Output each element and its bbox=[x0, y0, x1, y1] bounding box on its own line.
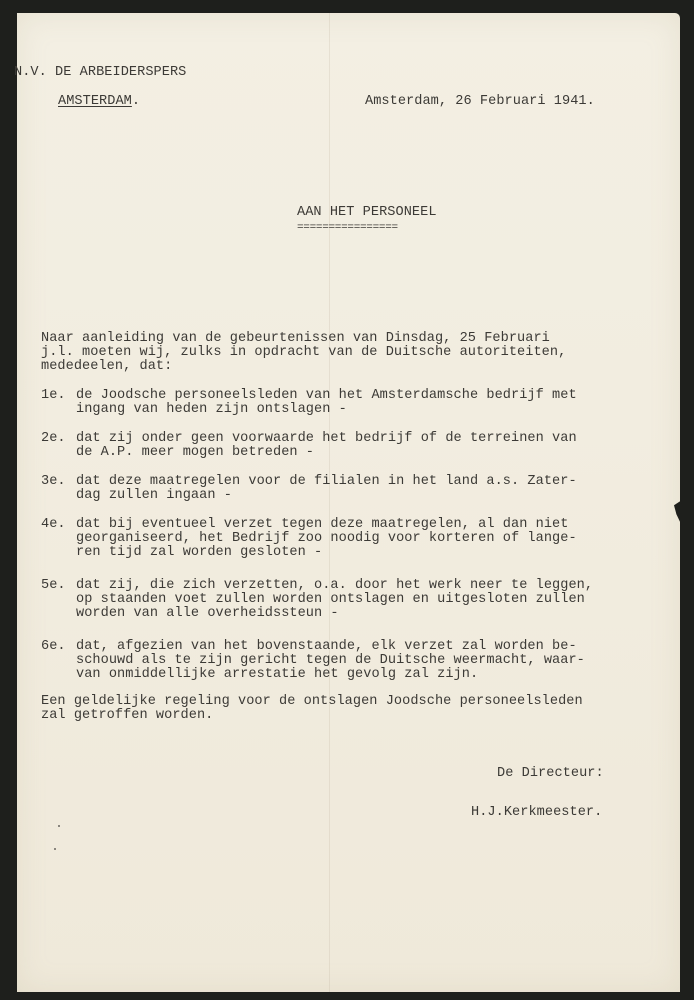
item-number: 2e. bbox=[41, 431, 66, 446]
item-line: dat bij eventueel verzet tegen deze maatregelen, al dan niet bbox=[76, 517, 569, 532]
closing-line: zal getroffen worden. bbox=[41, 708, 214, 723]
item-number: 6e. bbox=[41, 639, 66, 654]
item-line: de Joodsche personeelsleden van het Amsterdamsche bedrijf met bbox=[76, 388, 577, 403]
item-line: dag zullen ingaan - bbox=[76, 488, 232, 503]
signature-role: De Directeur: bbox=[497, 766, 604, 781]
item-line: van onmiddellijke arrestatie het gevolg zal zijn. bbox=[76, 667, 479, 682]
company-city bbox=[58, 95, 140, 109]
signature-name: H.J.Kerkmeester. bbox=[471, 805, 603, 820]
item-line: worden van alle overheidssteun - bbox=[76, 606, 339, 621]
intro-line: j.l. moeten wij, zulks in opdracht van de Duitsche autoriteiten, bbox=[41, 345, 567, 360]
item-number: 1e. bbox=[41, 388, 66, 403]
item-line: de A.P. meer mogen betreden - bbox=[76, 445, 315, 460]
item-line: dat deze maatregelen voor de filialen in het land a.s. Zater- bbox=[76, 474, 577, 489]
item-line: schouwd als te zijn gericht tegen de Duitsche weermacht, waar- bbox=[76, 653, 585, 668]
paper-fold bbox=[329, 13, 330, 992]
item-line: georganiseerd, het Bedrijf zoo noodig voor korteren of lange- bbox=[76, 531, 577, 546]
document-title: AAN HET PERSONEEL bbox=[297, 205, 437, 220]
company-city-text: AMSTERDAM bbox=[58, 94, 132, 109]
intro-line: mededeelen, dat: bbox=[41, 359, 173, 374]
closing-line: Een geldelijke regeling voor de ontslagen Joodsche personeelsleden bbox=[41, 694, 583, 709]
title-underline: ================ bbox=[297, 222, 398, 234]
date-line: Amsterdam, 26 Februari 1941. bbox=[365, 94, 595, 109]
item-line: ingang van heden zijn ontslagen - bbox=[76, 402, 347, 417]
paper-tear bbox=[674, 500, 682, 526]
paper-speck bbox=[54, 848, 56, 850]
item-number: 5e. bbox=[41, 578, 66, 593]
company-name: N.V. DE ARBEIDERSPERS bbox=[14, 65, 187, 80]
item-number: 3e. bbox=[41, 474, 66, 489]
item-line: dat, afgezien van het bovenstaande, elk verzet zal worden be- bbox=[76, 639, 577, 654]
item-line: op staanden voet zullen worden ontslagen en uitgesloten zullen bbox=[76, 592, 585, 607]
item-line: dat zij, die zich verzetten, o.a. door het werk neer te leggen, bbox=[76, 578, 594, 593]
paper-speck bbox=[58, 825, 60, 827]
company-city-period: . bbox=[131, 94, 141, 109]
item-number: 4e. bbox=[41, 517, 66, 532]
item-line: ren tijd zal worden gesloten - bbox=[76, 545, 323, 560]
intro-line: Naar aanleiding van de gebeurtenissen van Dinsdag, 25 Februari bbox=[41, 331, 550, 346]
item-line: dat zij onder geen voorwaarde het bedrijf of de terreinen van bbox=[76, 431, 577, 446]
